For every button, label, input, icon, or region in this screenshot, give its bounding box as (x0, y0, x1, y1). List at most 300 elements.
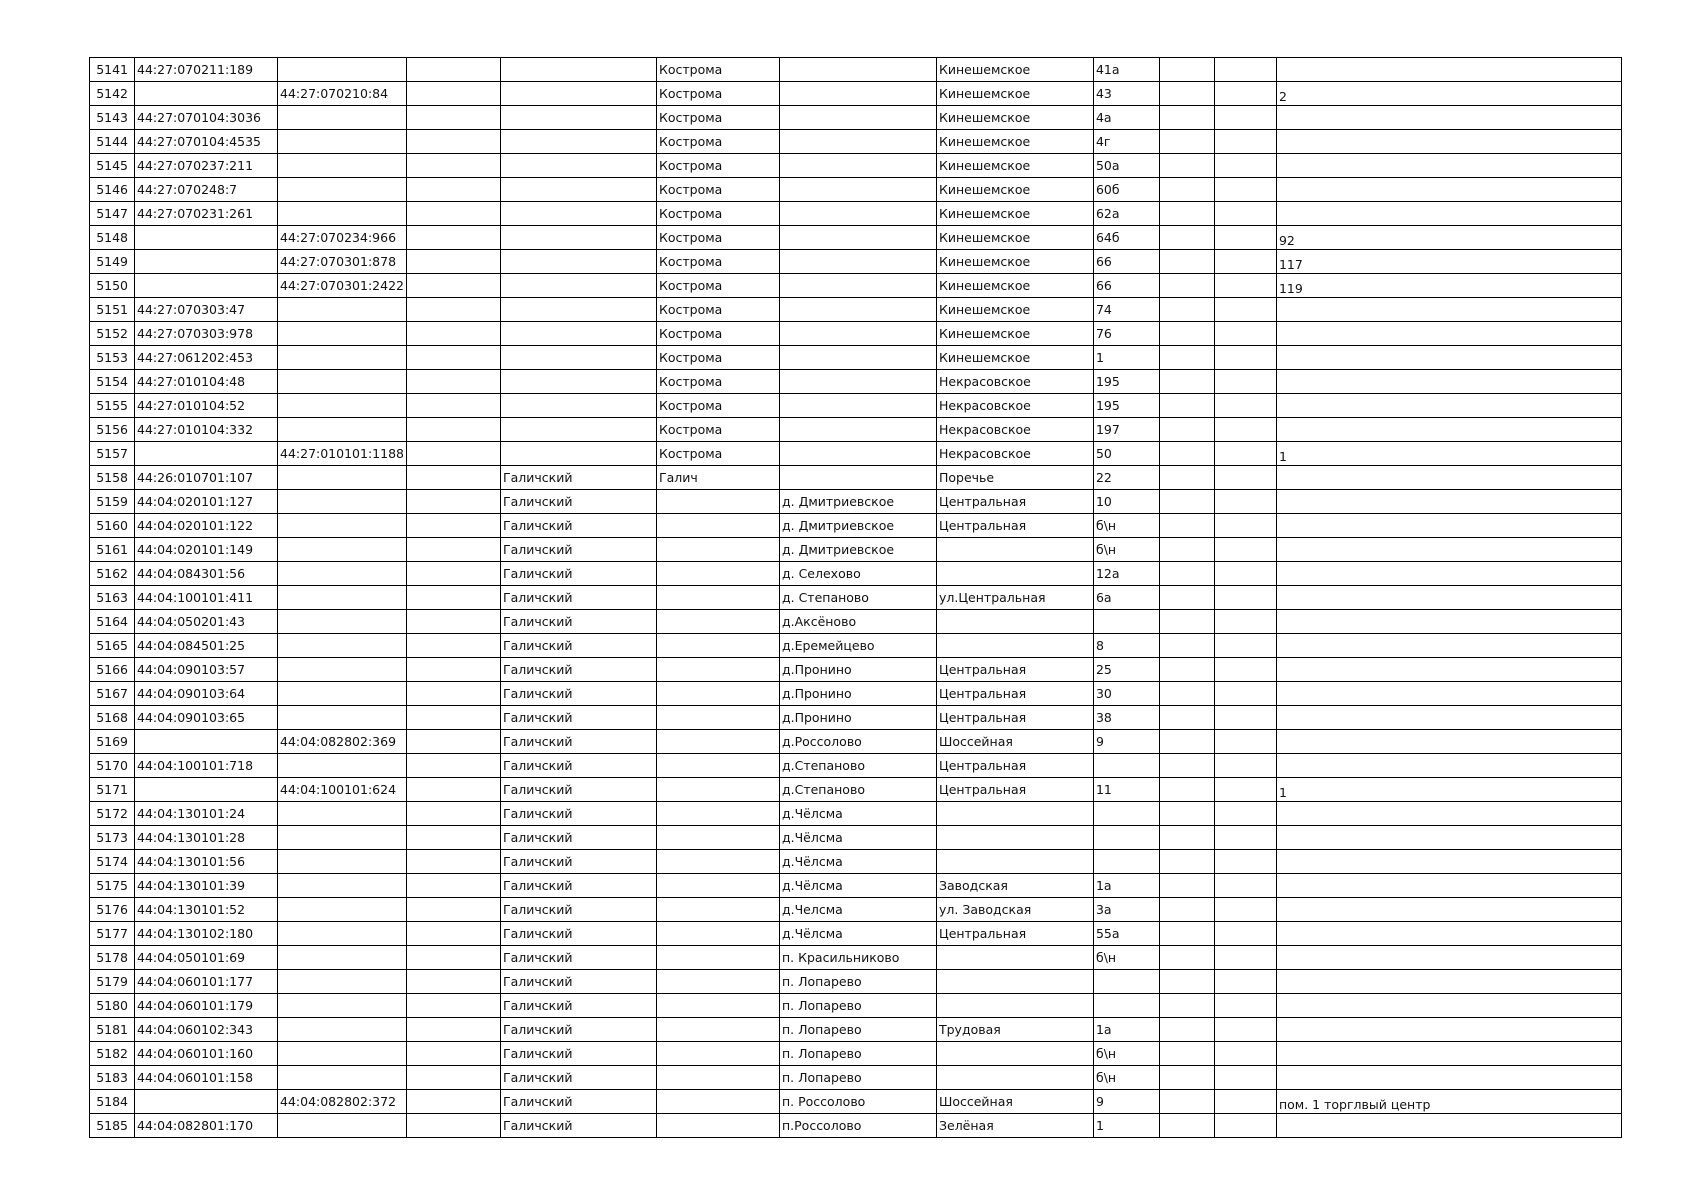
cell-col-11 (1214, 514, 1276, 538)
table-row (90, 1114, 1622, 1138)
cell-district (500, 154, 656, 178)
cell-city: Кострома (656, 394, 779, 418)
cell-city (656, 682, 779, 706)
cell-district (500, 394, 656, 418)
cell-street (936, 970, 1093, 994)
cell-city (656, 754, 779, 778)
cell-house: 50 (1093, 442, 1159, 466)
cell-house: 1а (1093, 1018, 1159, 1042)
cell-cadastral-number: 44:27:070231:261 (135, 202, 278, 226)
cell-blank-col (406, 1066, 500, 1090)
cell-row-number: 5170 (90, 754, 135, 778)
cell-blank-col (406, 178, 500, 202)
cell-note (1276, 298, 1621, 322)
cell-col-10 (1159, 922, 1214, 946)
table-row (90, 442, 1622, 466)
table-row (90, 850, 1622, 874)
table-row (90, 970, 1622, 994)
cell-col-11 (1214, 202, 1276, 226)
cell-house: 10 (1093, 490, 1159, 514)
cell-note (1276, 1042, 1621, 1066)
table-row (90, 1018, 1622, 1042)
cell-house: 9 (1093, 1090, 1159, 1114)
cell-house: 43 (1093, 82, 1159, 106)
cell-col-11 (1214, 130, 1276, 154)
cell-district: Галичский (500, 586, 656, 610)
cell-settlement: д.Аксёново (779, 610, 936, 634)
cell-settlement (779, 130, 936, 154)
cell-note: 1 (1276, 442, 1621, 466)
cell-cadastral-number-alt (278, 706, 407, 730)
cell-house: 41а (1093, 58, 1159, 82)
cell-blank-col (406, 946, 500, 970)
cell-cadastral-number: 44:04:050201:43 (135, 610, 278, 634)
cell-cadastral-number-alt (278, 370, 407, 394)
cell-blank-col (406, 826, 500, 850)
cell-district: Галичский (500, 946, 656, 970)
cell-col-10 (1159, 802, 1214, 826)
cell-cadastral-number-alt (278, 1066, 407, 1090)
cell-row-number: 5155 (90, 394, 135, 418)
cell-house (1093, 850, 1159, 874)
cell-city: Кострома (656, 82, 779, 106)
cell-city (656, 1042, 779, 1066)
table-row (90, 562, 1622, 586)
cell-street: Центральная (936, 778, 1093, 802)
cell-street (936, 994, 1093, 1018)
cell-cadastral-number: 44:27:070303:47 (135, 298, 278, 322)
cell-settlement (779, 202, 936, 226)
cell-row-number: 5145 (90, 154, 135, 178)
cell-note (1276, 1114, 1621, 1138)
cell-district: Галичский (500, 706, 656, 730)
table-row (90, 538, 1622, 562)
cell-col-10 (1159, 154, 1214, 178)
cell-cadastral-number: 44:04:060101:179 (135, 994, 278, 1018)
cell-house: 74 (1093, 298, 1159, 322)
cell-col-10 (1159, 610, 1214, 634)
cell-cadastral-number: 44:04:130101:24 (135, 802, 278, 826)
cell-col-11 (1214, 994, 1276, 1018)
cell-note (1276, 658, 1621, 682)
cell-col-10 (1159, 370, 1214, 394)
cell-col-10 (1159, 418, 1214, 442)
cell-col-11 (1214, 754, 1276, 778)
cell-cadastral-number-alt (278, 994, 407, 1018)
cell-house: 3а (1093, 898, 1159, 922)
cell-col-11 (1214, 922, 1276, 946)
cell-city (656, 778, 779, 802)
table-row (90, 250, 1622, 274)
cell-district (500, 130, 656, 154)
cell-note (1276, 106, 1621, 130)
cell-col-10 (1159, 226, 1214, 250)
cell-cadastral-number (135, 730, 278, 754)
cell-row-number: 5159 (90, 490, 135, 514)
cell-blank-col (406, 466, 500, 490)
cell-district: Галичский (500, 826, 656, 850)
cell-cadastral-number: 44:04:100101:718 (135, 754, 278, 778)
cell-settlement: п. Лопарево (779, 970, 936, 994)
cell-house: 76 (1093, 322, 1159, 346)
cell-district (500, 370, 656, 394)
cell-street: Кинешемское (936, 346, 1093, 370)
cell-cadastral-number (135, 442, 278, 466)
cell-house: 60б (1093, 178, 1159, 202)
cell-cadastral-number-alt (278, 178, 407, 202)
cell-col-10 (1159, 874, 1214, 898)
cell-cadastral-number-alt (278, 562, 407, 586)
cell-blank-col (406, 994, 500, 1018)
table-row (90, 1066, 1622, 1090)
cell-col-11 (1214, 298, 1276, 322)
registry-table (89, 57, 1622, 1138)
cell-col-10 (1159, 394, 1214, 418)
cell-district: Галичский (500, 754, 656, 778)
cell-city (656, 658, 779, 682)
cell-col-11 (1214, 802, 1276, 826)
cell-house: 8 (1093, 634, 1159, 658)
cell-col-11 (1214, 154, 1276, 178)
cell-col-10 (1159, 946, 1214, 970)
table-row (90, 370, 1622, 394)
cell-district: Галичский (500, 1018, 656, 1042)
cell-note (1276, 1018, 1621, 1042)
cell-col-10 (1159, 850, 1214, 874)
table-row (90, 802, 1622, 826)
cell-note (1276, 922, 1621, 946)
cell-settlement: д.Степаново (779, 754, 936, 778)
cell-blank-col (406, 850, 500, 874)
cell-district: Галичский (500, 610, 656, 634)
cell-district (500, 58, 656, 82)
cell-district: Галичский (500, 514, 656, 538)
cell-cadastral-number: 44:27:070237:211 (135, 154, 278, 178)
table-row (90, 154, 1622, 178)
cell-note (1276, 514, 1621, 538)
cell-settlement (779, 466, 936, 490)
table-row (90, 490, 1622, 514)
cell-col-10 (1159, 442, 1214, 466)
cell-cadastral-number: 44:04:060101:160 (135, 1042, 278, 1066)
cell-col-11 (1214, 970, 1276, 994)
table-row (90, 730, 1622, 754)
cell-street: Центральная (936, 658, 1093, 682)
cell-row-number: 5156 (90, 418, 135, 442)
cell-street: Центральная (936, 754, 1093, 778)
cell-blank-col (406, 154, 500, 178)
cell-row-number: 5149 (90, 250, 135, 274)
cell-cadastral-number-alt (278, 1114, 407, 1138)
table-row (90, 754, 1622, 778)
cell-note (1276, 634, 1621, 658)
cell-street: Кинешемское (936, 322, 1093, 346)
cell-cadastral-number (135, 778, 278, 802)
cell-city (656, 850, 779, 874)
table-row (90, 634, 1622, 658)
cell-cadastral-number: 44:27:070104:3036 (135, 106, 278, 130)
cell-cadastral-number: 44:04:060102:343 (135, 1018, 278, 1042)
cell-note (1276, 994, 1621, 1018)
cell-cadastral-number: 44:04:084501:25 (135, 634, 278, 658)
cell-cadastral-number: 44:04:130101:28 (135, 826, 278, 850)
cell-settlement (779, 394, 936, 418)
cell-cadastral-number-alt: 44:04:100101:624 (278, 778, 407, 802)
cell-row-number: 5178 (90, 946, 135, 970)
cell-city (656, 730, 779, 754)
cell-row-number: 5143 (90, 106, 135, 130)
cell-blank-col (406, 970, 500, 994)
cell-blank-col (406, 250, 500, 274)
cell-blank-col (406, 658, 500, 682)
cell-city: Кострома (656, 346, 779, 370)
cell-row-number: 5153 (90, 346, 135, 370)
cell-blank-col (406, 682, 500, 706)
cell-settlement: д.Пронино (779, 658, 936, 682)
cell-settlement (779, 442, 936, 466)
cell-col-10 (1159, 466, 1214, 490)
cell-blank-col (406, 202, 500, 226)
cell-settlement: д.Чёлсма (779, 874, 936, 898)
cell-cadastral-number: 44:04:100101:411 (135, 586, 278, 610)
cell-note (1276, 394, 1621, 418)
cell-street: ул.Центральная (936, 586, 1093, 610)
cell-district (500, 226, 656, 250)
table-row (90, 1090, 1622, 1114)
cell-city (656, 538, 779, 562)
cell-row-number: 5164 (90, 610, 135, 634)
cell-cadastral-number: 44:27:010104:52 (135, 394, 278, 418)
cell-cadastral-number-alt: 44:27:070301:878 (278, 250, 407, 274)
cell-note (1276, 586, 1621, 610)
cell-note (1276, 154, 1621, 178)
cell-street: ул. Заводская (936, 898, 1093, 922)
cell-col-10 (1159, 346, 1214, 370)
cell-cadastral-number: 44:04:090103:65 (135, 706, 278, 730)
cell-house: 195 (1093, 394, 1159, 418)
cell-city (656, 802, 779, 826)
cell-cadastral-number-alt (278, 898, 407, 922)
cell-cadastral-number: 44:27:070104:4535 (135, 130, 278, 154)
cell-city (656, 1114, 779, 1138)
cell-blank-col (406, 1114, 500, 1138)
cell-settlement: д.Пронино (779, 682, 936, 706)
cell-street (936, 826, 1093, 850)
cell-city (656, 634, 779, 658)
cell-col-10 (1159, 1090, 1214, 1114)
cell-col-10 (1159, 778, 1214, 802)
cell-note (1276, 346, 1621, 370)
cell-settlement (779, 370, 936, 394)
cell-cadastral-number-alt (278, 874, 407, 898)
cell-settlement (779, 298, 936, 322)
table-row (90, 994, 1622, 1018)
cell-blank-col (406, 274, 500, 298)
cell-row-number: 5160 (90, 514, 135, 538)
cell-cadastral-number-alt (278, 514, 407, 538)
cell-blank-col (406, 610, 500, 634)
cell-settlement: д.Чёлсма (779, 850, 936, 874)
cell-col-10 (1159, 970, 1214, 994)
cell-city: Кострома (656, 442, 779, 466)
cell-col-11 (1214, 442, 1276, 466)
cell-city (656, 946, 779, 970)
cell-cadastral-number-alt: 44:27:070210:84 (278, 82, 407, 106)
cell-house: 55а (1093, 922, 1159, 946)
cell-row-number: 5168 (90, 706, 135, 730)
cell-note (1276, 538, 1621, 562)
cell-col-11 (1214, 898, 1276, 922)
cell-settlement: п. Красильниково (779, 946, 936, 970)
cell-district: Галичский (500, 562, 656, 586)
cell-cadastral-number: 44:04:130101:52 (135, 898, 278, 922)
cell-house (1093, 826, 1159, 850)
cell-settlement (779, 418, 936, 442)
table-row (90, 178, 1622, 202)
cell-house: б\н (1093, 946, 1159, 970)
cell-note: 119 (1276, 274, 1621, 298)
cell-note (1276, 946, 1621, 970)
cell-blank-col (406, 874, 500, 898)
cell-col-11 (1214, 946, 1276, 970)
cell-city: Кострома (656, 298, 779, 322)
cell-district (500, 418, 656, 442)
table-row (90, 466, 1622, 490)
cell-house: 66 (1093, 274, 1159, 298)
cell-street (936, 1066, 1093, 1090)
cell-blank-col (406, 562, 500, 586)
cell-col-11 (1214, 850, 1276, 874)
cell-col-11 (1214, 58, 1276, 82)
cell-cadastral-number-alt: 44:04:082802:369 (278, 730, 407, 754)
cell-cadastral-number-alt (278, 322, 407, 346)
cell-row-number: 5147 (90, 202, 135, 226)
cell-district: Галичский (500, 1042, 656, 1066)
cell-blank-col (406, 1042, 500, 1066)
cell-blank-col (406, 442, 500, 466)
cell-house: 11 (1093, 778, 1159, 802)
cell-col-10 (1159, 250, 1214, 274)
cell-col-10 (1159, 754, 1214, 778)
cell-cadastral-number-alt (278, 850, 407, 874)
cell-cadastral-number-alt (278, 346, 407, 370)
cell-cadastral-number: 44:04:130102:180 (135, 922, 278, 946)
cell-cadastral-number: 44:27:070303:978 (135, 322, 278, 346)
cell-street: Некрасовское (936, 418, 1093, 442)
cell-house: 4г (1093, 130, 1159, 154)
cell-note (1276, 874, 1621, 898)
cell-house: 9 (1093, 730, 1159, 754)
cell-house (1093, 802, 1159, 826)
cell-cadastral-number: 44:04:020101:127 (135, 490, 278, 514)
cell-cadastral-number (135, 82, 278, 106)
cell-blank-col (406, 754, 500, 778)
cell-col-10 (1159, 538, 1214, 562)
cell-row-number: 5144 (90, 130, 135, 154)
cell-note (1276, 730, 1621, 754)
cell-note (1276, 130, 1621, 154)
cell-district: Галичский (500, 538, 656, 562)
cell-street: Центральная (936, 682, 1093, 706)
cell-col-11 (1214, 466, 1276, 490)
cell-house: б\н (1093, 514, 1159, 538)
cell-district (500, 442, 656, 466)
table-row (90, 394, 1622, 418)
table-row (90, 130, 1622, 154)
cell-street (936, 946, 1093, 970)
cell-col-11 (1214, 418, 1276, 442)
cell-settlement: д.Россолово (779, 730, 936, 754)
cell-settlement: д. Селехово (779, 562, 936, 586)
cell-blank-col (406, 706, 500, 730)
cell-settlement (779, 250, 936, 274)
cell-blank-col (406, 586, 500, 610)
cell-house: 25 (1093, 658, 1159, 682)
cell-blank-col (406, 778, 500, 802)
cell-cadastral-number-alt (278, 490, 407, 514)
cell-settlement: д.Степаново (779, 778, 936, 802)
cell-row-number: 5169 (90, 730, 135, 754)
table-row (90, 610, 1622, 634)
cell-col-10 (1159, 730, 1214, 754)
table-row (90, 874, 1622, 898)
cell-cadastral-number: 44:26:010701:107 (135, 466, 278, 490)
cell-row-number: 5179 (90, 970, 135, 994)
table-row (90, 922, 1622, 946)
cell-settlement: д. Степаново (779, 586, 936, 610)
cell-cadastral-number-alt: 44:27:070234:966 (278, 226, 407, 250)
cell-city (656, 1018, 779, 1042)
cell-row-number: 5151 (90, 298, 135, 322)
cell-house: 64б (1093, 226, 1159, 250)
cell-blank-col (406, 370, 500, 394)
cell-district: Галичский (500, 874, 656, 898)
cell-cadastral-number-alt (278, 1042, 407, 1066)
cell-blank-col (406, 898, 500, 922)
cell-district (500, 250, 656, 274)
table-row (90, 586, 1622, 610)
cell-cadastral-number-alt (278, 946, 407, 970)
cell-cadastral-number: 44:04:050101:69 (135, 946, 278, 970)
cell-street (936, 634, 1093, 658)
cell-street: Кинешемское (936, 58, 1093, 82)
cell-row-number: 5150 (90, 274, 135, 298)
cell-city (656, 514, 779, 538)
table-row (90, 1042, 1622, 1066)
cell-col-10 (1159, 178, 1214, 202)
cell-note (1276, 466, 1621, 490)
cell-street: Кинешемское (936, 298, 1093, 322)
cell-col-10 (1159, 706, 1214, 730)
cell-col-10 (1159, 994, 1214, 1018)
cell-district: Галичский (500, 490, 656, 514)
cell-col-10 (1159, 274, 1214, 298)
cell-street: Некрасовское (936, 442, 1093, 466)
cell-note (1276, 682, 1621, 706)
cell-house: 6а (1093, 586, 1159, 610)
cell-cadastral-number-alt (278, 106, 407, 130)
cell-cadastral-number: 44:04:060101:177 (135, 970, 278, 994)
cell-note (1276, 178, 1621, 202)
cell-col-11 (1214, 682, 1276, 706)
cell-district: Галичский (500, 970, 656, 994)
cell-house: 4а (1093, 106, 1159, 130)
cell-settlement: п. Лопарево (779, 1042, 936, 1066)
cell-city (656, 994, 779, 1018)
cell-col-11 (1214, 274, 1276, 298)
cell-city (656, 562, 779, 586)
cell-house: 1 (1093, 346, 1159, 370)
